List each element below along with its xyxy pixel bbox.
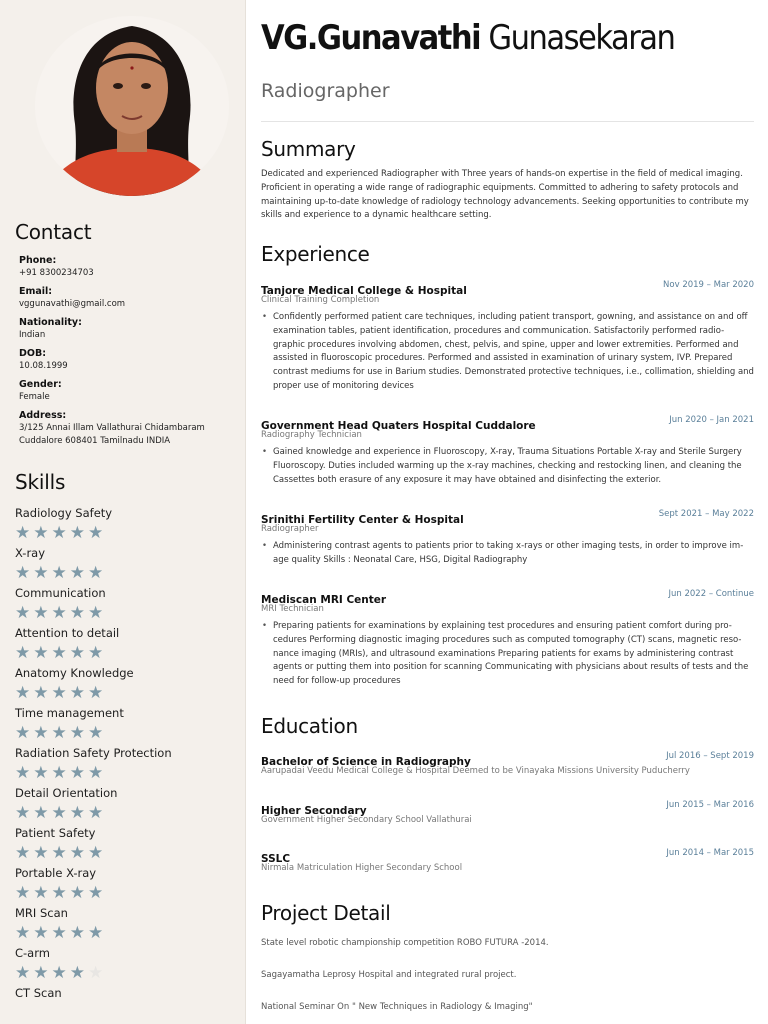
star-icon: ★	[88, 763, 107, 783]
skill-rating	[15, 602, 240, 624]
star-icon: ★	[33, 763, 52, 783]
star-icon: ★	[51, 643, 70, 663]
skill-item	[15, 745, 240, 785]
contact-nationality	[19, 316, 239, 342]
skill-item	[15, 945, 240, 985]
job-org: Srinithi Fertility Center & Hospital	[261, 514, 464, 526]
star-icon: ★	[33, 603, 52, 623]
job-role: Radiography Technician	[261, 430, 362, 440]
skill-name: Portable X-ray	[15, 866, 97, 880]
star-icon: ★	[69, 843, 88, 863]
edu-degree: Higher Secondary	[261, 805, 367, 817]
skill-name: Detail Orientation	[15, 786, 118, 800]
name-last: Gunasekaran	[488, 18, 675, 58]
star-icon: ★	[88, 803, 107, 823]
star-icon: ★	[69, 643, 88, 663]
star-icon: ★	[69, 563, 88, 583]
header-divider	[261, 121, 754, 122]
skill-name: Anatomy Knowledge	[15, 666, 134, 680]
job-org: Mediscan MRI Center	[261, 594, 387, 606]
star-icon: ★	[69, 763, 88, 783]
job-date: Jun 2022 – Continue	[668, 589, 754, 599]
star-icon: ★	[33, 523, 52, 543]
contact-block	[19, 254, 239, 453]
star-icon: ★	[69, 603, 88, 623]
skill-rating	[15, 842, 240, 864]
star-icon: ★	[69, 923, 88, 943]
skill-item	[15, 785, 240, 825]
star-icon: ★	[88, 723, 107, 743]
job-description: • Confidently performed patient care techniques, including patient transport, gowning, and assistance on and off examination tables, patient identification, procedures and communication. Satisfactorily performed radio-graphic procedures involving abdomen, chest, pelvis, and spine, upper and lower extremities. Performed and assisted in fluoroscopic procedures. Performed and assisted in examination of urinary system, IVP. Prepared contrast mediums for use in Barium studies. Demonstrated protective techniques, i.e., collimation, shielding and proper use of monitoring devices	[261, 311, 754, 394]
job-date: Jun 2020 – Jan 2021	[669, 415, 754, 425]
skill-rating	[15, 562, 240, 584]
star-icon: ★	[33, 843, 52, 863]
star-icon: ★	[33, 643, 52, 663]
skill-rating	[15, 802, 240, 824]
skill-item	[15, 625, 240, 665]
star-icon: ★	[15, 763, 34, 783]
project-item: National Seminar On " New Techniques in Radiology & Imaging"	[261, 1002, 533, 1012]
star-icon: ★	[69, 723, 88, 743]
star-icon: ★	[15, 523, 34, 543]
star-icon: ★	[51, 843, 70, 863]
edu-school: Aarupadai Veedu Medical College & Hospital Deemed to be Vinayaka Missions University Puducherry	[261, 766, 690, 776]
job-role: Clinical Training Completion	[261, 295, 380, 305]
sidebar	[0, 0, 246, 1024]
skill-rating	[15, 882, 240, 904]
skill-name: X-ray	[15, 546, 46, 560]
star-icon: ★	[88, 523, 107, 543]
star-icon: ★	[15, 643, 34, 663]
skills-list	[15, 505, 240, 1024]
contact-label: Email:	[19, 286, 53, 297]
job-role: MRI Technician	[261, 604, 324, 614]
skill-rating	[15, 922, 240, 944]
star-icon: ★	[15, 563, 34, 583]
job-date: Sept 2021 – May 2022	[658, 509, 754, 519]
star-icon: ★	[15, 603, 34, 623]
contact-value: 3/125 Annai Illam Vallathurai Chidambaram Cuddalore 608401 Tamilnadu INDIA	[19, 423, 205, 446]
star-icon: ★	[51, 523, 70, 543]
star-icon: ★	[88, 963, 107, 983]
edu-school: Government Higher Secondary School Vallathurai	[261, 815, 472, 825]
skills-heading: Skills	[15, 470, 66, 494]
contact-label: Gender:	[19, 379, 62, 390]
star-icon: ★	[88, 603, 107, 623]
skill-item	[15, 825, 240, 865]
skill-item	[15, 505, 240, 545]
skill-rating	[15, 682, 240, 704]
job-description: • Preparing patients for examinations by explaining test procedures and ensuring patient comfort during pro-cedures Performing diagnostic imaging procedures such as computed tomography (CT) scans, magnetic reso-nance imaging (MRIs), and ultrasound examinations Preparing patients for exams by administering contrast agents or putting them into position for scanning Communicating with physicians about results of tests and the need for follow-up procedures	[261, 620, 754, 689]
star-icon: ★	[88, 683, 107, 703]
job-description: • Gained knowledge and experience in Fluoroscopy, X-ray, Trauma Situations Portable X-ray and Sterile Surgery Fluoroscopy. Duties included warming up the x-ray machines, checking and restocking linen, and cleaning the Cassettes both erasure of any exposure it may have obtained and disinfecting the exterior.	[261, 446, 754, 487]
star-icon: ★	[33, 963, 52, 983]
skill-item	[15, 545, 240, 585]
experience-item	[261, 279, 754, 394]
edu-date: Jul 2016 – Sept 2019	[666, 751, 754, 761]
star-icon: ★	[69, 963, 88, 983]
skill-rating	[15, 642, 240, 664]
star-icon: ★	[15, 923, 34, 943]
star-icon: ★	[51, 963, 70, 983]
star-icon: ★	[51, 923, 70, 943]
education-item	[261, 750, 754, 776]
contact-phone	[19, 254, 239, 280]
star-icon: ★	[51, 763, 70, 783]
star-icon: ★	[51, 883, 70, 903]
job-org: Tanjore Medical College & Hospital	[261, 285, 467, 297]
skill-rating	[15, 722, 240, 744]
star-icon: ★	[51, 603, 70, 623]
contact-value: Indian	[19, 330, 46, 340]
skill-name: C-arm	[15, 946, 50, 960]
star-icon: ★	[15, 803, 34, 823]
job-date: Nov 2019 – Mar 2020	[663, 280, 754, 290]
star-icon: ★	[15, 883, 34, 903]
candidate-role: Radiographer	[261, 80, 390, 102]
skill-name: Time management	[15, 706, 124, 720]
experience-item	[261, 414, 754, 487]
summary-text: Dedicated and experienced Radiographer with Three years of hands-on expertise in the field of medical imaging. Proficient in operating a wide range of radiographic equipments. Committed to adhering to safety protocols and maintaining up-to-date knowledge of radiology technology advancements. Seeking opportunities to contribute my skills and experience to a dynamic healthcare setting.	[261, 169, 749, 221]
experience-heading: Experience	[261, 242, 370, 266]
experience-item	[261, 508, 754, 568]
star-icon: ★	[51, 683, 70, 703]
contact-label: Address:	[19, 410, 67, 421]
edu-date: Jun 2014 – Mar 2015	[666, 848, 754, 858]
star-icon: ★	[15, 683, 34, 703]
skill-name: Communication	[15, 586, 106, 600]
skill-rating	[15, 962, 240, 984]
star-icon: ★	[33, 563, 52, 583]
skill-name: Radiology Safety	[15, 506, 113, 520]
summary-heading: Summary	[261, 137, 356, 161]
contact-value: 10.08.1999	[19, 361, 68, 371]
skill-name: CT Scan	[15, 986, 62, 1000]
star-icon: ★	[33, 883, 52, 903]
experience-item	[261, 588, 754, 689]
star-icon: ★	[33, 803, 52, 823]
contact-label: Nationality:	[19, 317, 82, 328]
skill-rating	[15, 522, 240, 544]
name-first: VG.Gunavathi	[261, 18, 481, 58]
contact-address	[19, 409, 239, 448]
contact-value: Female	[19, 392, 50, 402]
star-icon: ★	[15, 723, 34, 743]
skill-item	[15, 865, 240, 905]
star-icon: ★	[69, 523, 88, 543]
contact-email	[19, 285, 239, 311]
profile-photo	[35, 16, 229, 196]
star-icon: ★	[69, 803, 88, 823]
contact-value: +91 8300234703	[19, 268, 94, 278]
star-icon: ★	[15, 843, 34, 863]
project-item: State level robotic championship competition ROBO FUTURA -2014.	[261, 938, 549, 948]
star-icon: ★	[88, 563, 107, 583]
skill-name: Attention to detail	[15, 626, 120, 640]
project-item: Sagayamatha Leprosy Hospital and integrated rural project.	[261, 970, 517, 980]
contact-label: Phone:	[19, 255, 57, 266]
contact-dob	[19, 347, 239, 373]
profile-photo-image	[35, 16, 229, 196]
star-icon: ★	[51, 803, 70, 823]
skill-item	[15, 905, 240, 945]
edu-date: Jun 2015 – Mar 2016	[666, 800, 754, 810]
job-org: Government Head Quaters Hospital Cuddalore	[261, 420, 536, 432]
edu-school: Nirmala Matriculation Higher Secondary School	[261, 863, 463, 873]
edu-degree: SSLC	[261, 853, 291, 865]
education-heading: Education	[261, 714, 358, 738]
contact-label: DOB:	[19, 348, 47, 359]
skill-item	[15, 705, 240, 745]
contact-value: vggunavathi@gmail.com	[19, 299, 126, 309]
star-icon: ★	[88, 643, 107, 663]
star-icon: ★	[88, 923, 107, 943]
star-icon: ★	[51, 723, 70, 743]
star-icon: ★	[88, 883, 107, 903]
skill-rating	[15, 762, 240, 784]
education-item	[261, 799, 754, 825]
star-icon: ★	[88, 843, 107, 863]
skill-item	[15, 985, 240, 1024]
star-icon: ★	[69, 883, 88, 903]
star-icon: ★	[33, 683, 52, 703]
skill-name: Patient Safety	[15, 826, 96, 840]
education-item	[261, 847, 754, 873]
star-icon: ★	[51, 563, 70, 583]
job-description: • Administering contrast agents to patients prior to taking x-rays or other imaging tests, in order to improve im-age quality Skills : Neonatal Care, HSG, Digital Radiography	[261, 540, 754, 568]
candidate-name	[261, 18, 674, 58]
contact-heading: Contact	[15, 220, 92, 244]
star-icon: ★	[15, 963, 34, 983]
skill-name: MRI Scan	[15, 906, 68, 920]
main-content	[246, 0, 768, 1024]
edu-degree: Bachelor of Science in Radiography	[261, 756, 471, 768]
skill-item	[15, 585, 240, 625]
contact-gender	[19, 378, 239, 404]
project-heading: Project Detail	[261, 901, 391, 925]
star-icon: ★	[33, 923, 52, 943]
job-role: Radiographer	[261, 524, 319, 534]
skill-item	[15, 665, 240, 705]
star-icon: ★	[33, 723, 52, 743]
star-icon: ★	[69, 683, 88, 703]
skill-name: Radiation Safety Protection	[15, 746, 172, 760]
